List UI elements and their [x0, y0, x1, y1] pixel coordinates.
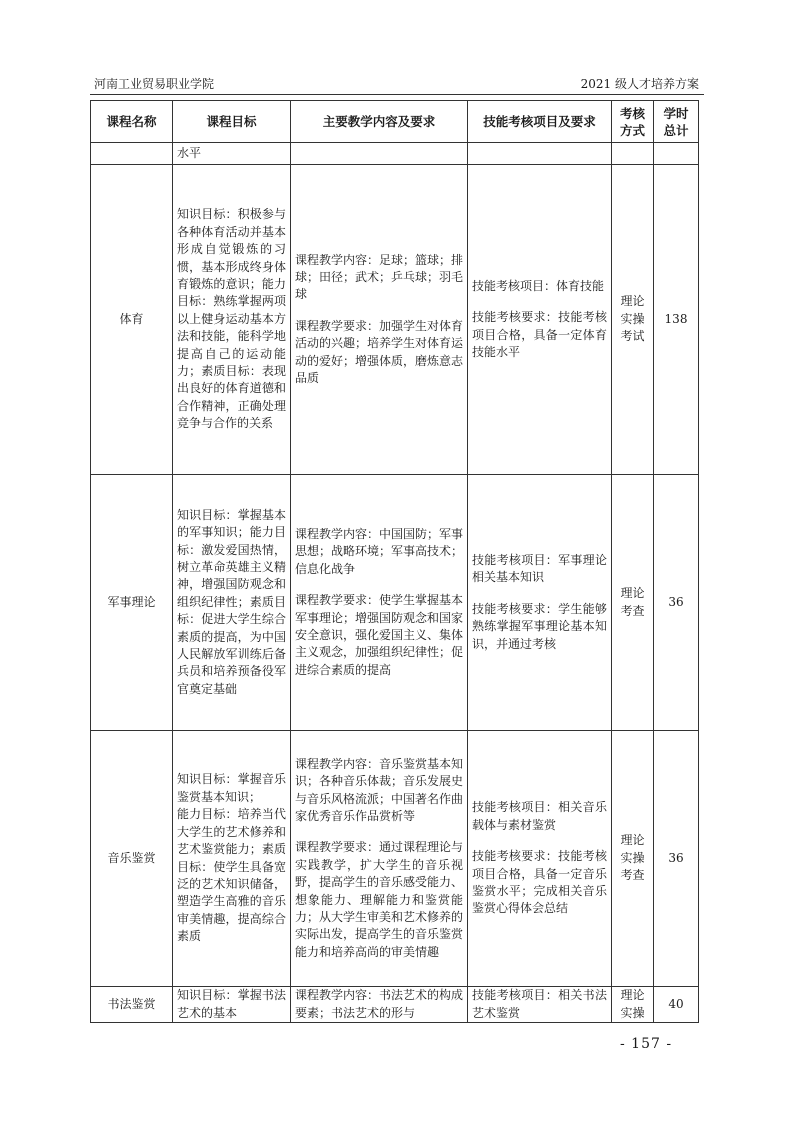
course-goal: 知识目标：掌握音乐鉴赏基本知识； 能力目标：培养当代大学生的艺术修养和艺术鉴赏能力；素质目标：使学生具备宽泛的艺术知识储备，塑造学生高雅的音乐审美情趣，提高综合素质 [173, 731, 291, 987]
course-goal: 知识目标：掌握书法艺术的基本 [173, 987, 291, 1023]
table-row [91, 143, 699, 165]
table-row [91, 731, 699, 987]
assessment-method: 理论 实操 [612, 987, 654, 1023]
assessment-method: 理论 考查 [612, 475, 654, 731]
requirement-paragraph: 课程教学要求：加强学生对体育活动的兴趣；培养学生对体育运动的爱好；增强体质，磨炼意志品质 [295, 318, 464, 386]
course-name: 军事理论 [91, 475, 173, 731]
course-skill [468, 731, 612, 987]
requirement-paragraph: 课程教学要求：使学生掌握基本军事理论；增强国防观念和国家安全意识，强化爱国主义、集体主义观念，加强组织纪律性；促进综合素质的提高 [295, 593, 464, 677]
course-skill [468, 143, 612, 165]
total-hours: 36 [654, 475, 699, 731]
col-header-hours: 学时 总计 [654, 101, 699, 143]
course-content [291, 143, 468, 165]
course-goal: 知识目标：积极参与各种体育活动并基本形成自觉锻炼的习惯，基本形成终身体育锻炼的意识；能力目标：熟练掌握两项以上健身运动基本方法和技能，能科学地提高自己的运动能力；素质目标：表现出良好的体育道德和合作精神，正确处理竞争与合作的关系 [173, 165, 291, 475]
col-header-method: 考核 方式 [612, 101, 654, 143]
skill-item-paragraph: 技能考核项目：体育技能 [472, 278, 605, 293]
header-rule [90, 94, 704, 95]
page-number: - 157 - [620, 1036, 673, 1052]
assessment-method: 理论 实操 考试 [612, 165, 654, 475]
requirement-paragraph: 课程教学要求：通过课程理论与实践教学，扩大学生的音乐视野，提高学生的音乐感受能力、想象能力、理解能力和鉴赏能力；从大学生审美和艺术修养的实际出发，提高学生的音乐鉴赏能力和培养高尚的审美情趣 [295, 840, 464, 959]
col-header-skill: 技能考核项目及要求 [468, 101, 612, 143]
table-row [91, 987, 699, 1023]
course-name: 体育 [91, 165, 173, 475]
course-content [291, 731, 468, 987]
skill-requirement-paragraph: 技能考核要求：学生能够熟练掌握军事理论基本知识，并通过考核 [472, 601, 607, 651]
col-header-course-name: 课程名称 [91, 101, 173, 143]
course-name: 音乐鉴赏 [91, 731, 173, 987]
col-header-course-goal: 课程目标 [173, 101, 291, 143]
skill-item-paragraph: 技能考核项目：相关书法艺术鉴赏 [472, 988, 607, 1020]
curriculum-table [90, 100, 699, 1023]
total-hours: 138 [654, 165, 699, 475]
skill-requirement-paragraph: 技能考核要求：技能考核项目合格，具备一定体育技能水平 [472, 310, 607, 359]
table-row [91, 165, 699, 475]
header-school-name: 河南工业贸易职业学院 [94, 77, 215, 91]
content-paragraph: 课程教学内容：书法艺术的构成要素；书法艺术的形与 [295, 988, 464, 1020]
table-header-row [91, 101, 699, 143]
course-content [291, 475, 468, 731]
skill-item-paragraph: 技能考核项目：相关音乐载体与素材鉴赏 [472, 800, 607, 832]
skill-requirement-paragraph: 技能考核要求：技能考核项目合格，具备一定音乐鉴赏水平；完成相关音乐鉴赏心得体会总结 [472, 849, 607, 916]
course-name [91, 143, 173, 165]
total-hours: 36 [654, 731, 699, 987]
col-header-content: 主要教学内容及要求 [291, 101, 468, 143]
assessment-method: 理论 实操 考查 [612, 731, 654, 987]
course-goal: 知识目标：掌握基本的军事知识；能力目标：激发爱国热情，树立革命英雄主义精神，增强国防观念和组织纪律性；素质目标：促进大学生综合素质的提高，为中国人民解放军训练后备兵员和培养预备役军官奠定基础 [173, 475, 291, 731]
total-hours [654, 143, 699, 165]
course-goal: 水平 [173, 143, 291, 165]
total-hours: 40 [654, 987, 699, 1023]
content-paragraph: 课程教学内容：音乐鉴赏基本知识；各种音乐体裁；音乐发展史与音乐风格流派；中国著名作曲家优秀音乐作品赏析等 [295, 756, 464, 823]
course-skill [468, 165, 612, 475]
header-program-title: 2021 级人才培养方案 [580, 77, 699, 91]
content-paragraph: 课程教学内容：中国国防；军事思想；战略环境；军事高技术；信息化战争 [295, 526, 464, 576]
course-name: 书法鉴赏 [91, 987, 173, 1023]
course-skill [468, 475, 612, 731]
course-content [291, 987, 468, 1023]
assessment-method [612, 143, 654, 165]
course-content [291, 165, 468, 475]
content-paragraph: 课程教学内容：足球；篮球；排球；田径；武术；乒乓球；羽毛球 [295, 252, 464, 302]
course-skill [468, 987, 612, 1023]
skill-item-paragraph: 技能考核项目：军事理论相关基本知识 [472, 552, 607, 585]
table-row [91, 475, 699, 731]
